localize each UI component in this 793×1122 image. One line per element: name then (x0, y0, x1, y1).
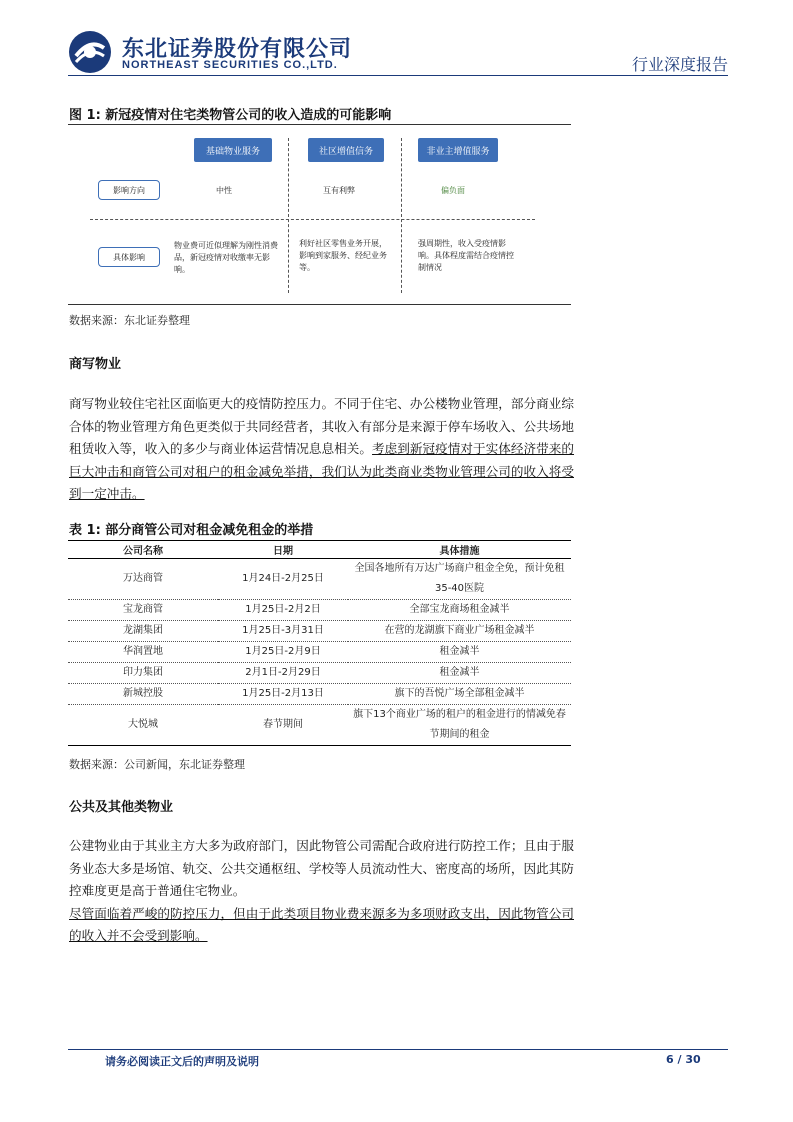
report-type: 行业深度报告 (631, 55, 728, 74)
table-cell-company: 大悦城 (68, 705, 218, 746)
impact-diagram (68, 128, 571, 304)
column-community-value-added: 社区增值信务 (308, 138, 384, 162)
table-cell-measure: 旗下的吾悦广场全部租金减半 (348, 684, 571, 705)
company-name-en: NORTHEAST SECURITIES CO.,LTD. (122, 59, 338, 71)
paragraph-text: 商写物业较住宅社区面临更大的疫情防控压力。不同于住宅、办公楼物业管理，部分商业综合体的物业管理方角色更类似于共同经营者，其收入有部分是来源于停车场收入、公共场地租赁收入等，收入的多少与商业体运营情况息息相关。 (69, 396, 574, 456)
rent-relief-table (68, 540, 571, 746)
row-label-impact: 具体影响 (98, 247, 160, 267)
header-divider (68, 75, 728, 76)
table-row (68, 621, 571, 642)
table-header-measure: 具体措施 (348, 541, 571, 559)
table-cell-company: 龙湖集团 (68, 621, 218, 642)
column-non-owner-value-added: 非业主增值服务 (418, 138, 498, 162)
table-cell-date: 1月24日-2月25日 (218, 559, 348, 600)
page-header (68, 28, 728, 76)
company-name-cn: 东北证券股份有限公司 (122, 37, 353, 62)
table-row (68, 642, 571, 663)
company-logo-icon (68, 30, 112, 74)
table-cell-measure: 全部宝龙商场租金减半 (348, 600, 571, 621)
table-header-company: 公司名称 (68, 541, 218, 559)
figure-title: 图 1: 新冠疫情对住宅类物管公司的收入造成的可能影响 (69, 108, 392, 123)
table-cell-measure: 旗下13个商业广场的租户的租金进行的情减免春节期间的租金 (348, 705, 571, 746)
impact-non-owner: 强周期性，收入受疫情影响。具体程度需结合疫情控制情况 (418, 239, 514, 272)
table-cell-measure: 在营的龙湖旗下商业广场租金减半 (348, 621, 571, 642)
table-header-date: 日期 (218, 541, 348, 559)
table-row (68, 705, 571, 746)
table-cell-date: 春节期间 (218, 705, 348, 746)
table-cell-company: 印力集团 (68, 663, 218, 684)
impact-community: 利好社区零售业务开展，影响到家服务、经纪业务等。 (299, 239, 387, 272)
footer-divider (68, 1049, 728, 1050)
row-label-direction: 影响方向 (98, 180, 160, 200)
table-source: 数据来源：公司新闻，东北证券整理 (69, 758, 245, 771)
table-row (68, 663, 571, 684)
paragraph-text: 公建物业由于其业主方大多为政府部门，因此物管公司需配合政府进行防控工作；且由于服务业态大多是场馆、轨交、公共交通枢纽、学校等人员流动性大、密度高的场所，因此其防控难度更是高于普通住宅物业。 (69, 838, 574, 898)
table-cell-company: 新城控股 (68, 684, 218, 705)
column-divider (401, 138, 402, 293)
section-heading-public: 公共及其他类物业 (69, 800, 174, 815)
row-divider (90, 219, 535, 220)
impact-basic: 物业费可近似理解为刚性消费品，新冠疫情对收缴率无影响。 (174, 241, 278, 274)
paragraph-emphasis: 考虑到新冠疫情对于实体经济带来的巨大冲击和商管公司对租户的租金减免举措，我们认为此类商业类物业管理公司的收入将受到一定冲击。 (69, 441, 575, 501)
table-title: 表 1: 部分商管公司对租金减免租金的举措 (69, 523, 314, 538)
section-paragraph-public (69, 835, 574, 948)
section-heading-commercial: 商写物业 (69, 357, 122, 372)
table-row (68, 684, 571, 705)
figure-bottom-rule (68, 304, 571, 305)
figure-source: 数据来源：东北证券整理 (69, 314, 190, 327)
table-cell-date: 2月1日-2月29日 (218, 663, 348, 684)
table-cell-company: 华润置地 (68, 642, 218, 663)
column-basic-service: 基础物业服务 (194, 138, 272, 162)
footer-disclaimer: 请务必阅读正文后的声明及说明 (105, 1055, 259, 1068)
direction-basic: 中性 (216, 186, 232, 195)
figure-top-rule (68, 124, 571, 125)
table-cell-date: 1月25日-2月9日 (218, 642, 348, 663)
paragraph-emphasis: 尽管面临着严峻的防控压力，但由于此类项目物业费来源多为多项财政支出，因此物管公司的收入并不会受到影响。 (69, 905, 574, 943)
direction-non-owner: 偏负面 (441, 186, 465, 195)
table-row (68, 559, 571, 600)
page-number: 6 / 30 (666, 1053, 701, 1066)
table-row (68, 600, 571, 621)
section-paragraph-commercial (69, 393, 574, 506)
direction-community: 互有利弊 (323, 186, 355, 195)
table-cell-company: 宝龙商管 (68, 600, 218, 621)
table-cell-measure: 租金减半 (348, 642, 571, 663)
table-cell-measure: 全国各地所有万达广场商户租金全免，预计免租35-40医院 (348, 559, 571, 600)
table-cell-company: 万达商管 (68, 559, 218, 600)
table-header-row (68, 541, 571, 559)
table-cell-date: 1月25日-2月13日 (218, 684, 348, 705)
table-cell-date: 1月25日-2月2日 (218, 600, 348, 621)
table-cell-date: 1月25日-3月31日 (218, 621, 348, 642)
table-cell-measure: 租金减半 (348, 663, 571, 684)
column-divider (288, 138, 289, 293)
